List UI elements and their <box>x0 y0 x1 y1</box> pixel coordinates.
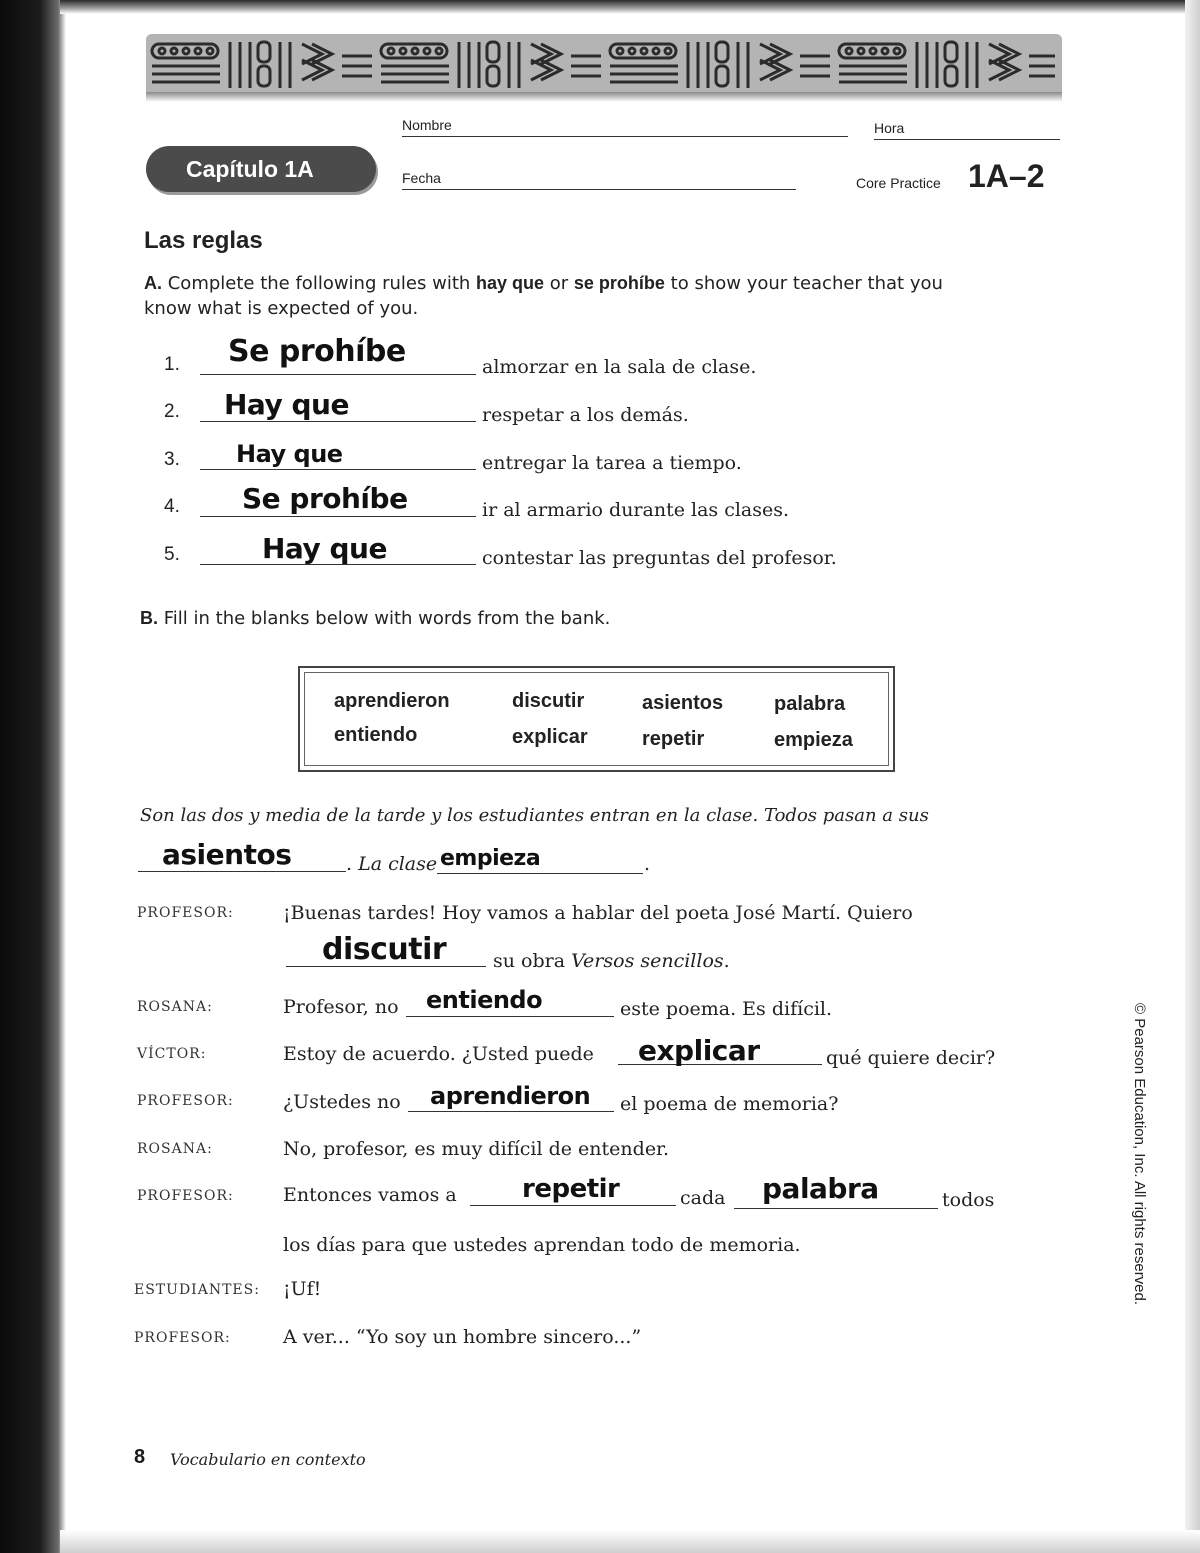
bank-word: repetir <box>642 728 705 750</box>
hour-label: Hora <box>874 120 905 136</box>
speaker-label: PROFESOR: <box>137 1093 234 1109</box>
answer-aprendieron: aprendieron <box>430 1082 591 1110</box>
page-number: 8 <box>134 1446 146 1468</box>
answer-repetir: repetir <box>522 1174 620 1204</box>
bank-word: discutir <box>512 690 585 712</box>
bank-word: empieza <box>774 729 853 751</box>
part-a-instr-line2: know what is expected of you. <box>144 298 419 319</box>
answer-palabra: palabra <box>762 1172 879 1205</box>
name-field[interactable] <box>402 136 848 137</box>
bank-word: asientos <box>642 692 724 714</box>
scan-border-bottom <box>60 1530 1200 1553</box>
bank-word: explicar <box>512 726 588 748</box>
part-b-instructions <box>140 606 610 631</box>
dialogue-line: A ver... “Yo soy un hombre sincero...” <box>283 1326 642 1348</box>
dialogue-line <box>493 950 730 972</box>
rule-answer: Se prohíbe <box>242 482 408 515</box>
part-a-instr-post: to show your teacher that you <box>664 273 943 294</box>
core-practice-number: 1A–2 <box>968 158 1045 194</box>
rule-text: almorzar en la sala de clase. <box>482 356 757 378</box>
word-bank <box>298 666 895 772</box>
obra-post: . <box>723 950 730 972</box>
scan-border-left <box>0 0 66 1553</box>
part-a-bold-hay-que: hay que <box>476 273 545 293</box>
core-practice-label: Core Practice <box>856 175 941 191</box>
answer-empieza: empieza <box>440 846 541 871</box>
rule-answer: Hay que <box>224 388 349 421</box>
period-text: . <box>644 853 651 875</box>
blank-entiendo[interactable] <box>406 1016 614 1017</box>
la-clase-text: . La clase <box>346 853 438 875</box>
scan-border-top <box>60 0 1200 14</box>
part-b-label: B. <box>140 608 158 628</box>
rule-answer: Hay que <box>236 440 343 468</box>
rule-text: contestar las preguntas del profesor. <box>482 547 837 569</box>
part-a-instr-pre: Complete the following rules with <box>167 273 477 294</box>
rule-number: 5. <box>164 544 180 565</box>
dialogue-line: Entonces vamos a <box>283 1184 457 1206</box>
speaker-label: VÍCTOR: <box>137 1046 207 1062</box>
hour-field[interactable] <box>874 139 1060 140</box>
rule-number: 4. <box>164 496 180 517</box>
section-title: Las reglas <box>144 227 263 254</box>
rule-number: 1. <box>164 354 180 375</box>
bank-word: palabra <box>774 693 846 715</box>
part-a-label: A. <box>144 273 162 293</box>
bank-word: aprendieron <box>334 690 450 712</box>
rule-blank[interactable] <box>200 469 476 470</box>
part-a-bold-se-prohibe: se prohíbe <box>573 273 665 293</box>
dialogue-line: qué quiere decir? <box>826 1047 996 1069</box>
obra-pre: su obra <box>493 950 572 972</box>
name-label: Nombre <box>402 117 452 133</box>
speaker-label: ROSANA: <box>137 1141 213 1157</box>
answer-explicar: explicar <box>638 1034 760 1067</box>
part-b-instr-text: Fill in the blanks below with words from the bank. <box>163 608 611 629</box>
date-label: Fecha <box>402 170 441 186</box>
part-a-instructions <box>144 271 1059 321</box>
dialogue-line: Profesor, no <box>283 996 399 1018</box>
rule-answer: Hay que <box>262 532 387 565</box>
speaker-label: ESTUDIANTES: <box>134 1282 260 1298</box>
rule-text: ir al armario durante las clases. <box>482 499 790 521</box>
dialogue-line: Estoy de acuerdo. ¿Usted puede <box>283 1043 594 1065</box>
rule-number: 3. <box>164 449 180 470</box>
part-a-instr-mid: or <box>544 273 574 294</box>
dialogue-line: ¡Buenas tardes! Hoy vamos a hablar del poeta José Martí. Quiero <box>283 902 913 924</box>
footer-title: Vocabulario en contexto <box>170 1450 366 1469</box>
dialogue-line: ¡Uf! <box>283 1278 322 1300</box>
answer-entiendo: entiendo <box>426 986 543 1014</box>
rule-answer: Se prohíbe <box>228 334 406 369</box>
dialogue-line: el poema de memoria? <box>620 1093 839 1115</box>
date-field[interactable] <box>402 189 796 190</box>
blank-asientos[interactable] <box>138 871 346 872</box>
obra-title: Versos sencillos <box>571 950 724 972</box>
chapter-badge: Capítulo 1A <box>146 146 376 192</box>
dialogue-line: los días para que ustedes aprendan todo de memoria. <box>283 1234 801 1256</box>
banner-shadow <box>146 92 1062 102</box>
rule-blank[interactable] <box>200 374 476 375</box>
blank-palabra[interactable] <box>734 1208 938 1209</box>
rule-blank[interactable] <box>200 516 476 517</box>
story-intro: Son las dos y media de la tarde y los estudiantes entran en la clase. Todos pasan a sus <box>140 805 929 826</box>
dialogue-line: cada <box>680 1187 726 1209</box>
rule-text: entregar la tarea a tiempo. <box>482 452 742 474</box>
dialogue-line: este poema. Es difícil. <box>620 998 833 1020</box>
rule-number: 2. <box>164 401 180 422</box>
speaker-label: PROFESOR: <box>134 1330 231 1346</box>
answer-asientos: asientos <box>162 838 292 871</box>
rule-text: respetar a los demás. <box>482 404 689 426</box>
blank-repetir[interactable] <box>470 1205 676 1206</box>
speaker-label: PROFESOR: <box>137 1188 234 1204</box>
blank-aprendieron[interactable] <box>408 1111 614 1112</box>
bank-word: entiendo <box>334 724 418 746</box>
dialogue-line: ¿Ustedes no <box>283 1091 401 1113</box>
decorative-banner <box>146 34 1062 96</box>
answer-discutir: discutir <box>322 932 447 967</box>
dialogue-line: todos <box>942 1189 995 1211</box>
banner-pattern <box>146 34 1062 96</box>
scan-border-right <box>1185 0 1200 1553</box>
blank-empieza[interactable] <box>437 873 643 874</box>
speaker-label: PROFESOR: <box>137 905 234 921</box>
speaker-label: ROSANA: <box>137 999 213 1015</box>
copyright-notice: © Pearson Education, Inc. All rights reserved. <box>1131 1003 1148 1306</box>
rule-blank[interactable] <box>200 421 476 422</box>
dialogue-line: No, profesor, es muy difícil de entender. <box>283 1138 670 1160</box>
